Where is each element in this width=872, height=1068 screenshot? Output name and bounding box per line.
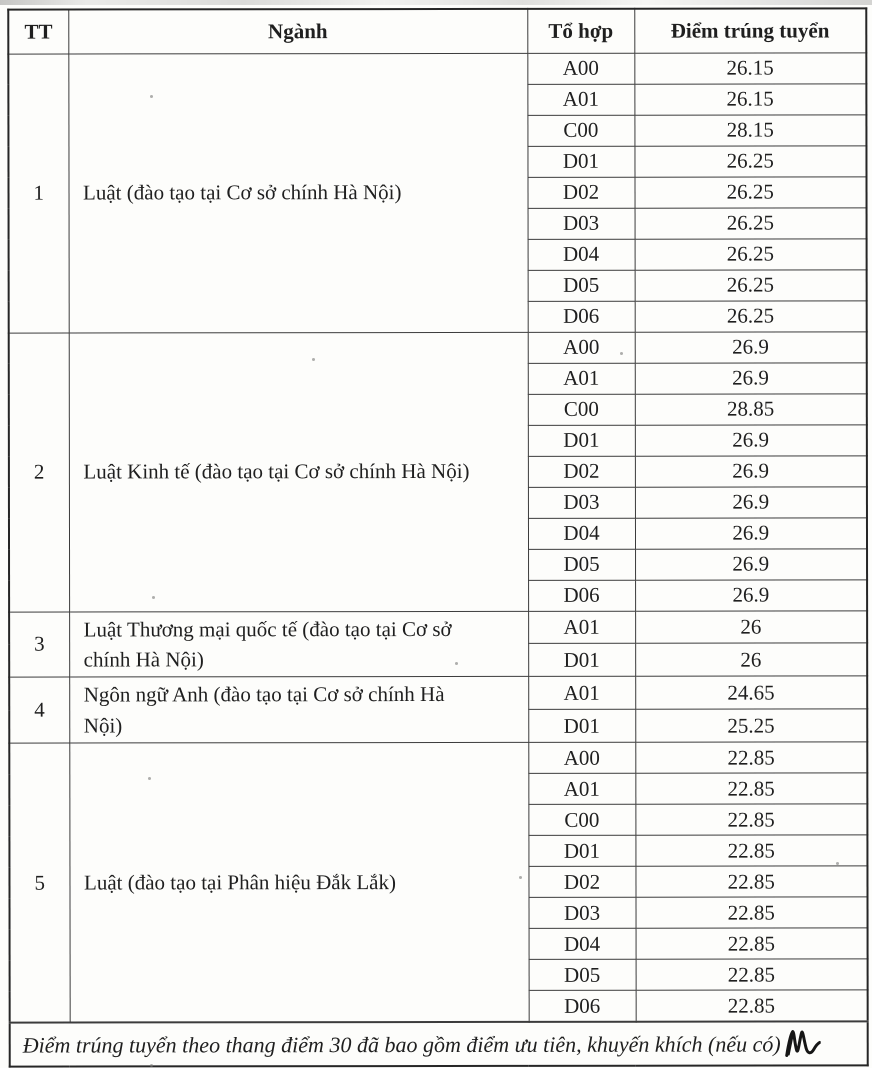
header-tohop: Tổ hợp	[527, 9, 634, 53]
diem-cell: 26.25	[634, 176, 866, 207]
diem-cell: 26.9	[635, 424, 867, 455]
diem-cell: 26.25	[634, 145, 866, 176]
diem-cell: 26.9	[635, 579, 867, 610]
diem-cell: 26.9	[635, 331, 867, 362]
nganh-cell: Luật (đào tạo tại Phân hiệu Đắk Lắk)	[69, 743, 528, 1023]
scan-speck	[148, 777, 151, 780]
diem-cell: 26.25	[635, 269, 867, 300]
tohop-cell: D01	[527, 146, 634, 177]
diem-cell: 26.15	[634, 52, 866, 83]
tohop-cell: D03	[528, 487, 635, 518]
stt-cell: 2	[9, 333, 69, 612]
nganh-cell: Luật Thương mại quốc tế (đào tạo tại Cơ sở chính Hà Nội)	[69, 611, 528, 678]
tohop-cell: D06	[528, 580, 635, 611]
diem-cell: 22.85	[636, 897, 868, 928]
tohop-cell: C00	[528, 394, 635, 425]
stt-cell: 4	[9, 677, 69, 743]
tohop-cell: A01	[528, 363, 635, 394]
tohop-cell: D01	[528, 644, 635, 677]
diem-cell: 22.85	[635, 866, 867, 897]
diem-cell: 22.85	[636, 928, 868, 959]
diem-cell: 26.25	[635, 300, 867, 331]
tohop-cell: A01	[528, 677, 635, 710]
table-row	[8, 52, 866, 84]
scan-speck	[836, 862, 839, 865]
header-diem: Điểm trúng tuyển	[634, 8, 866, 52]
table-row	[9, 331, 867, 363]
footnote-text: Điểm trúng tuyển theo thang điểm 30 đã bao gồm điểm ưu tiên, khuyến khích (nếu có)	[22, 1031, 781, 1058]
diem-cell: 22.85	[636, 990, 868, 1021]
diem-cell: 25.25	[635, 709, 867, 742]
diem-cell: 22.85	[636, 959, 868, 990]
scan-speck	[150, 1064, 153, 1067]
footnote-cell	[10, 1021, 868, 1066]
diem-cell: 26	[635, 610, 867, 643]
diem-cell: 26.25	[635, 238, 867, 269]
diem-cell: 26.15	[634, 83, 866, 114]
tohop-cell: C00	[528, 804, 635, 835]
table-row	[9, 610, 867, 644]
diem-cell: 22.85	[635, 835, 867, 866]
tohop-cell: C00	[527, 115, 634, 146]
table-body	[8, 52, 867, 1022]
tohop-cell: D06	[528, 301, 635, 332]
table-row	[9, 676, 867, 710]
stt-cell: 5	[9, 743, 69, 1022]
tohop-cell: D03	[528, 208, 635, 239]
diem-cell: 28.85	[635, 393, 867, 424]
tohop-cell: A01	[528, 611, 635, 644]
tohop-cell: D06	[529, 990, 636, 1021]
tohop-cell: D05	[529, 959, 636, 990]
diem-cell: 26.9	[635, 455, 867, 486]
diem-cell: 22.85	[635, 804, 867, 835]
nganh-cell: Ngôn ngữ Anh (đào tạo tại Cơ sở chính Hà Nội)	[69, 677, 528, 744]
footnote-row	[10, 1021, 868, 1066]
tohop-cell: D04	[529, 928, 636, 959]
admission-score-table	[7, 7, 868, 1067]
diem-cell: 26.9	[635, 362, 867, 393]
diem-cell: 24.65	[635, 676, 867, 709]
diem-cell: 28.15	[634, 114, 866, 145]
tohop-cell: D02	[527, 177, 634, 208]
tohop-cell: D02	[528, 456, 635, 487]
tohop-cell: D03	[529, 897, 636, 928]
diem-cell: 26	[635, 643, 867, 676]
diem-cell: 22.85	[635, 742, 867, 773]
tohop-cell: D04	[528, 518, 635, 549]
tohop-cell: D05	[528, 270, 635, 301]
tohop-cell: D01	[528, 835, 635, 866]
tohop-cell: A01	[527, 84, 634, 115]
header-tt: TT	[8, 10, 68, 54]
header-row	[8, 8, 866, 53]
header-nganh: Ngành	[68, 9, 527, 54]
diem-cell: 22.85	[635, 773, 867, 804]
nganh-cell: Luật (đào tạo tại Cơ sở chính Hà Nội)	[68, 53, 527, 333]
diem-cell: 26.9	[635, 548, 867, 579]
scan-speck	[312, 358, 315, 361]
tohop-cell: D01	[528, 710, 635, 743]
tohop-cell: A01	[528, 773, 635, 804]
scan-speck	[455, 662, 458, 665]
tohop-cell: D04	[528, 239, 635, 270]
tohop-cell: A00	[528, 742, 635, 773]
scan-speck	[519, 876, 522, 879]
diem-cell: 26.9	[635, 517, 867, 548]
stt-cell: 3	[9, 612, 69, 678]
diem-cell: 26.9	[635, 486, 867, 517]
tohop-cell: A00	[528, 332, 635, 363]
scan-speck	[152, 596, 155, 599]
signature-icon	[783, 1026, 821, 1060]
tohop-cell: A00	[527, 53, 634, 84]
tohop-cell: D05	[528, 549, 635, 580]
tohop-cell: D02	[528, 866, 635, 897]
nganh-cell: Luật Kinh tế (đào tạo tại Cơ sở chính Hà Nội)	[69, 332, 528, 612]
tohop-cell: D01	[528, 425, 635, 456]
scan-speck	[150, 95, 153, 98]
stt-cell: 1	[8, 54, 68, 333]
diem-cell: 26.25	[635, 207, 867, 238]
scan-edge-artifact	[0, 0, 872, 5]
table-row	[9, 742, 867, 774]
scan-speck	[620, 352, 623, 355]
